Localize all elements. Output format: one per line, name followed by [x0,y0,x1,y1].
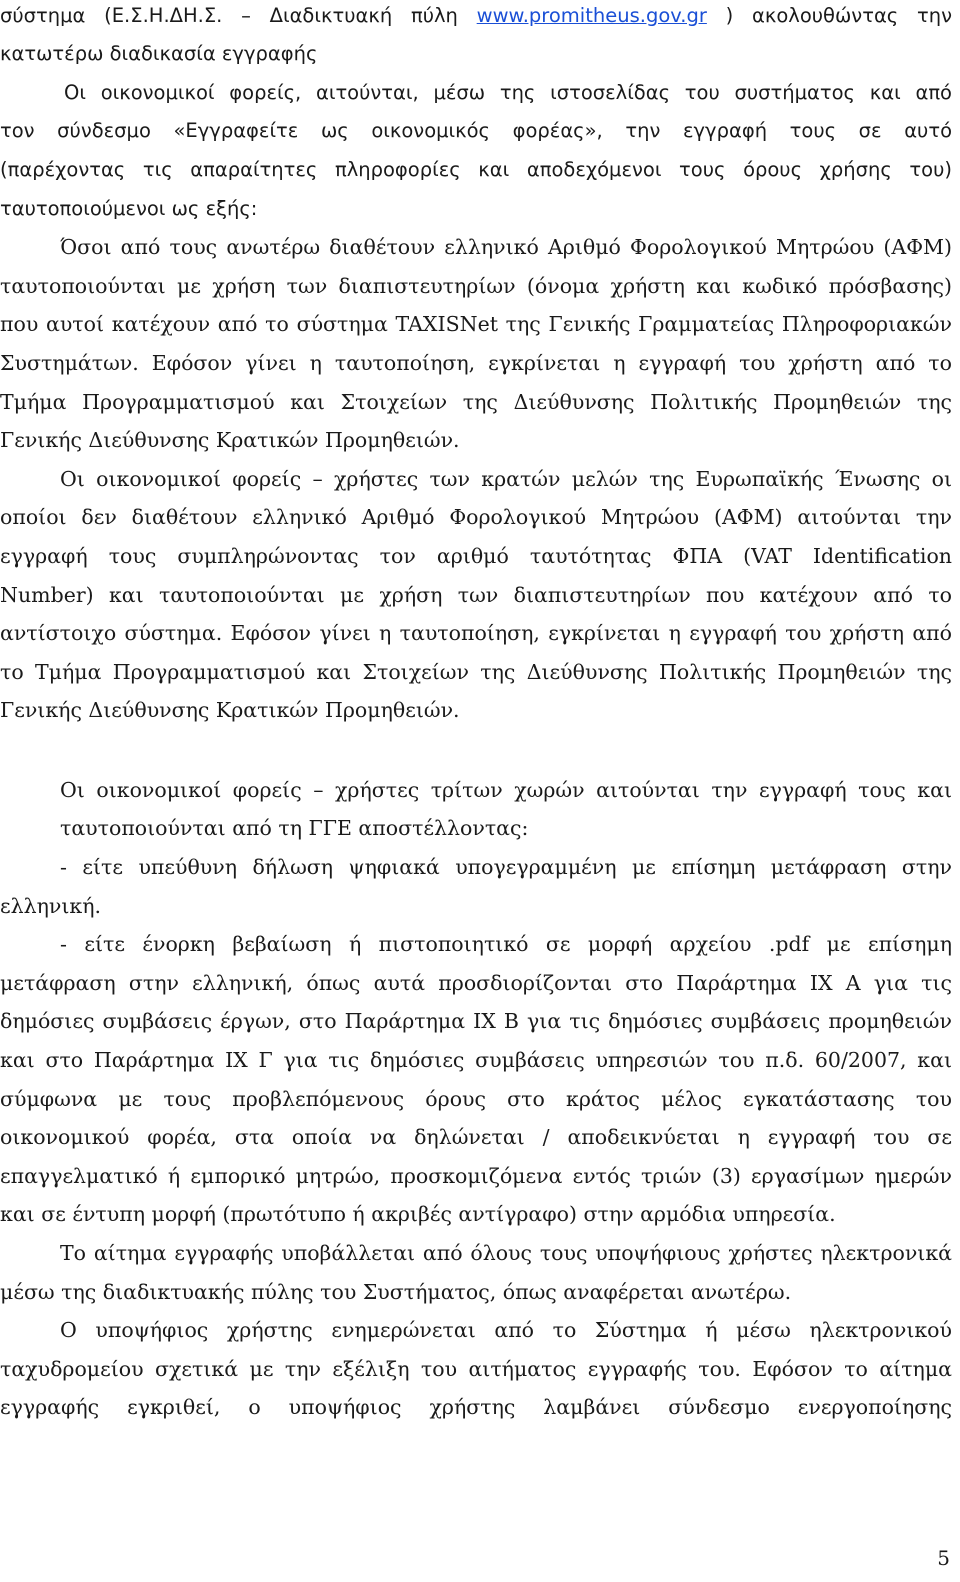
p4-line: - είτε ένορκη βεβαίωση ή πιστοποιητικό σε μορφή αρχείου .pdf με επίσημη [60,932,952,956]
p4-line: σύμφωνα με τους προβλεπόμενους όρους στο κράτος μέλος εγκατάστασης του [0,1087,952,1111]
p1-line: Οι οικονομικοί φορείς, αιτούνται, μέσω της ιστοσελίδας του συστήματος και από [64,81,952,104]
intro-line-1 [0,4,952,28]
p2-line: ταυτοποιούνται με χρήση των διαπιστευτηρίων (όνομα χρήστη και κωδικό πρόσβασης) [0,274,952,298]
p4-line: Οι οικονομικοί φορείς – χρήστες τρίτων χωρών αιτούνται την εγγραφή τους και [60,778,952,802]
p2-line: Γενικής Διεύθυνσης Κρατικών Προμηθειών. [0,428,460,452]
p2-line: Όσοι από τους ανωτέρω διαθέτουν ελληνικό Αριθμό Φορολογικού Μητρώου (ΑΦΜ) [60,235,952,259]
p4-line: και σε έντυπη μορφή (πρωτότυπο ή ακριβές αντίγραφο) στην αρμόδια υπηρεσία. [0,1202,836,1226]
p4-line: επαγγελματικό ή εμπορικό μητρώο, προσκομιζόμενα εντός τριών (3) εργασίμων ημερών [0,1164,952,1188]
p4-line: - είτε υπεύθυνη δήλωση ψηφιακά υπογεγραμμένη με επίσημη μετάφραση στην [60,855,952,879]
p2-line: Συστημάτων. Εφόσον γίνει η ταυτοποίηση, εγκρίνεται η εγγραφή του χρήστη από το [0,351,952,375]
p1-line: ταυτοποιούμενοι ως εξής: [0,197,258,220]
p5-line: μέσω της διαδικτυακής πύλης του Συστήματος, όπως αναφέρεται ανωτέρω. [0,1280,792,1304]
p3-line: Number) και ταυτοποιούνται με χρήση των διαπιστευτηρίων που κατέχουν από το [0,583,952,607]
p2-line: Τμήμα Προγραμματισμού και Στοιχείων της Διεύθυνσης Πολιτικής Προμηθειών της [0,390,952,414]
p5-line: Το αίτημα εγγραφής υποβάλλεται από όλους τους υποψήφιους χρήστες ηλεκτρονικά [60,1241,952,1265]
p3-line: το Τμήμα Προγραμματισμού και Στοιχείων της Διεύθυνσης Πολιτικής Προμηθειών της [0,660,952,684]
intro-text-end: ) ακολουθώντας την [706,4,953,27]
promitheus-link[interactable]: www.promitheus.gov.gr [476,4,707,27]
p6-line: εγγραφής εγκριθεί, ο υποψήφιος χρήστης λαμβάνει σύνδεσμο ενεργοποίησης [0,1395,952,1419]
p4-line: ελληνική. [0,894,101,918]
p1-line: (παρέχοντας τις απαραίτητες πληροφορίες και αποδεχόμενοι τους όρους χρήσης του) [0,158,952,181]
p3-line: εγγραφή τους συμπληρώνοντας τον αριθμό ταυτότητας ΦΠΑ (VAT Identification [0,544,952,568]
p4-line: ταυτοποιούνται από τη ΓΓΕ αποστέλλοντας: [60,816,529,840]
p2-line: που αυτοί κατέχουν από το σύστημα TAXISNet της Γενικής Γραμματείας Πληροφοριακών [0,312,952,336]
p1-line: τον σύνδεσμο «Εγγραφείτε ως οικονομικός φορέας», την εγγραφή τους σε αυτό [0,119,952,142]
p6-line: ταχυδρομείου σχετικά με την εξέλιξη του αιτήματος εγγραφής του. Εφόσον το αίτημα [0,1357,952,1381]
p4-line: δημόσιες συμβάσεις έργων, στο Παράρτημα ΙΧ Β για τις δημόσιες συμβάσεις προμηθειών [0,1009,952,1033]
p4-line: οικονομικού φορέα, στα οποία να δηλώνεται / αποδεικνύεται η εγγραφή του σε [0,1125,952,1149]
p3-line: αντίστοιχο σύστημα. Εφόσον γίνει η ταυτοποίηση, εγκρίνεται η εγγραφή του χρήστη από [0,621,952,645]
p3-line: Γενικής Διεύθυνσης Κρατικών Προμηθειών. [0,698,460,722]
p4-line: μετάφραση στην ελληνική, όπως αυτά προσδιορίζονται στο Παράρτημα ΙΧ Α για τις [0,971,952,995]
p3-line: οποίοι δεν διαθέτουν ελληνικό Αριθμό Φορολογικού Μητρώου (ΑΦΜ) αιτούνται την [0,505,952,529]
p3-line: Οι οικονομικοί φορείς – χρήστες των κρατών μελών της Ευρωπαϊκής Ένωσης οι [60,467,952,491]
p4-line: και στο Παράρτημα ΙΧ Γ για τις δημόσιες συμβάσεις υπηρεσιών του π.δ. 60/2007, και [0,1048,952,1072]
page-number: 5 [937,1546,950,1570]
intro-line-2: κατωτέρω διαδικασία εγγραφής [0,42,318,65]
intro-text: σύστημα (Ε.Σ.Η.ΔΗ.Σ. – Διαδικτυακή πύλη [0,4,477,27]
p6-line: Ο υποψήφιος χρήστης ενημερώνεται από το Σύστημα ή μέσω ηλεκτρονικού [60,1318,952,1342]
